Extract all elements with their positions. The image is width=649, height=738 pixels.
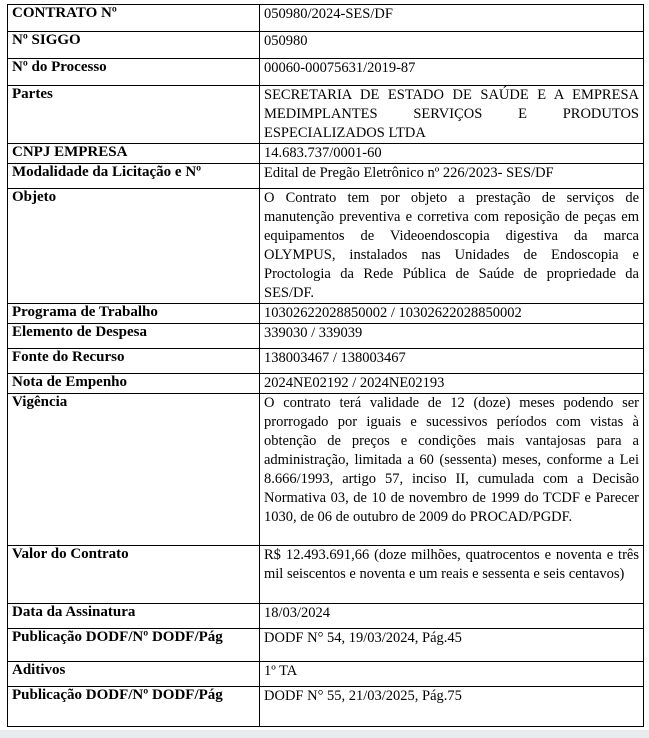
row-value: O Contrato tem por objeto a prestação de serviços de manutenção preventiva e corretiva com reposição de peças em equipamentos de Videoendoscopia digestiva da marca OLYMPUS, instalados nas Unidades de Endoscopia e Proctologia da Rede Pública de Saúde de propriedade da SES/DF. <box>260 189 644 304</box>
row-label: CONTRATO Nº <box>8 5 260 32</box>
table-row <box>8 164 644 189</box>
row-value: 1º TA <box>260 662 644 687</box>
row-label: Vigência <box>8 394 260 546</box>
row-label: Aditivos <box>8 662 260 687</box>
row-value: 14.683.737/0001-60 <box>260 144 644 164</box>
row-label: Programa de Trabalho <box>8 304 260 324</box>
row-value: 050980/2024-SES/DF <box>260 5 644 32</box>
row-label: Elemento de Despesa <box>8 324 260 349</box>
row-value: 10302622028850002 / 10302622028850002 <box>260 304 644 324</box>
table-row <box>8 662 644 687</box>
row-label: Valor do Contrato <box>8 546 260 604</box>
row-value: 138003467 / 138003467 <box>260 349 644 374</box>
row-value: DODF N° 55, 21/03/2025, Pág.75 <box>260 687 644 727</box>
table-row <box>8 5 644 32</box>
row-label: Publicação DODF/Nº DODF/Pág <box>8 629 260 662</box>
row-value: R$ 12.493.691,66 (doze milhões, quatrocentos e noventa e três mil seiscentos e noventa e um reais e sessenta e seis centavos) <box>260 546 644 604</box>
row-label: Nº do Processo <box>8 59 260 86</box>
row-value: O contrato terá validade de 12 (doze) meses podendo ser prorrogado por iguais e sucessivos períodos com vistas à obtenção de preços e condições mais vantajosas para a administração, limitada a 60 (sessenta) meses, conforme a Lei 8.666/1993, artigo 57, inciso II, cumulada com a Decisão Normativa 03, de 10 de novembro de 1999 do TCDF e Parecer 1030, de 06 de outubro de 2009 do PROCAD/PGDF. <box>260 394 644 546</box>
row-label: Partes <box>8 86 260 144</box>
row-label: Fonte do Recurso <box>8 349 260 374</box>
table-row <box>8 349 644 374</box>
row-value: 339030 / 339039 <box>260 324 644 349</box>
row-label: Data da Assinatura <box>8 604 260 629</box>
table-row <box>8 687 644 727</box>
row-value: Edital de Pregão Eletrônico nº 226/2023- SES/DF <box>260 164 644 189</box>
row-value: 050980 <box>260 32 644 59</box>
row-label: CNPJ EMPRESA <box>8 144 260 164</box>
table-row <box>8 86 644 144</box>
table-row <box>8 304 644 324</box>
table-row <box>8 189 644 304</box>
row-value: SECRETARIA DE ESTADO DE SAÚDE E A EMPRESA MEDIMPLANTES SERVIÇOS E PRODUTOS ESPECIALIZADOS LTDA <box>260 86 644 144</box>
table-row <box>8 629 644 662</box>
row-label: Modalidade da Licitação e Nº <box>8 164 260 189</box>
row-label: Publicação DODF/Nº DODF/Pág <box>8 687 260 727</box>
table-row <box>8 604 644 629</box>
contract-summary-table <box>7 4 644 727</box>
table-row <box>8 59 644 86</box>
row-label: Objeto <box>8 189 260 304</box>
row-value: 00060-00075631/2019-87 <box>260 59 644 86</box>
table-row <box>8 144 644 164</box>
table-row <box>8 546 644 604</box>
row-value: DODF N° 54, 19/03/2024, Pág.45 <box>260 629 644 662</box>
row-label: Nº SIGGO <box>8 32 260 59</box>
row-value: 2024NE02192 / 2024NE02193 <box>260 374 644 394</box>
row-value: 18/03/2024 <box>260 604 644 629</box>
table-row <box>8 394 644 546</box>
page-bottom-strip <box>0 730 649 738</box>
table-row <box>8 324 644 349</box>
row-label: Nota de Empenho <box>8 374 260 394</box>
table-row <box>8 374 644 394</box>
table-row <box>8 32 644 59</box>
